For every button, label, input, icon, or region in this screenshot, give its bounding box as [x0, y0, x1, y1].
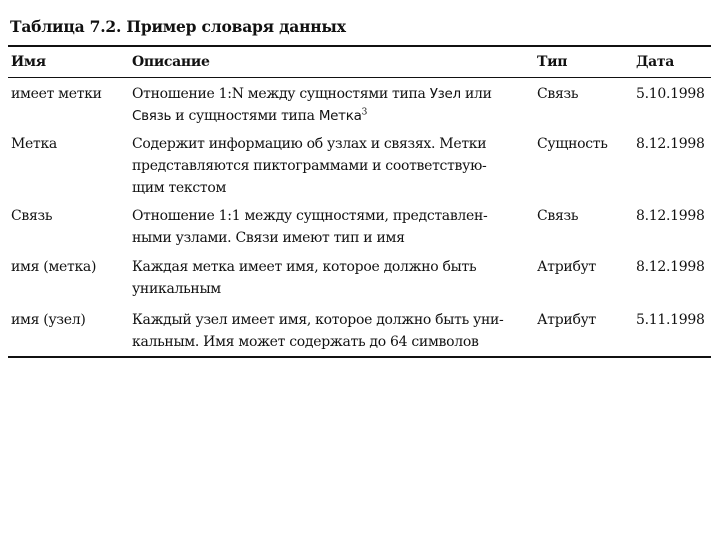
description-text: и сущностями типа [171, 108, 319, 124]
top-rule [8, 45, 711, 47]
row-name: Метка [11, 136, 57, 152]
entity-term: Метка [318, 108, 362, 124]
description-line: Содержит информацию об узлах и связях. Метки [132, 136, 487, 152]
row-name: имя (узел) [11, 312, 86, 328]
description-line: Отношение 1:1 между сущностями, представлен- [132, 208, 488, 224]
entity-term: Связь [132, 108, 172, 124]
table-caption: Таблица 7.2. Пример словаря данных [10, 17, 346, 36]
description-text: или [460, 86, 492, 102]
header-rule [8, 77, 711, 78]
header-date: Дата [636, 54, 675, 70]
description-line: уникальным [132, 281, 221, 297]
description-line: представляются пиктограммами и соответствую- [132, 158, 487, 174]
row-description [132, 133, 532, 199]
row-description [132, 309, 532, 353]
description-line: ными узлами. Связи имеют тип и имя [132, 230, 405, 246]
header-type: Тип [537, 54, 568, 70]
row-date: 8.12.1998 [636, 259, 705, 275]
row-type: Сущность [537, 136, 608, 152]
row-date: 8.12.1998 [636, 208, 705, 224]
entity-term: Узел [429, 86, 461, 102]
description-text: Отношение 1:N между сущностями типа [132, 86, 430, 102]
row-type: Атрибут [537, 312, 596, 328]
description-line: Каждый узел имеет имя, которое должно быть уни- [132, 312, 504, 328]
description-line: кальным. Имя может содержать до 64 символов [132, 334, 479, 350]
header-name: Имя [11, 54, 46, 70]
description-line: щим текстом [132, 180, 227, 196]
row-name: имя (метка) [11, 259, 97, 275]
description-line: Каждая метка имеет имя, которое должно быть [132, 259, 477, 275]
row-date: 5.10.1998 [636, 86, 705, 102]
header-description: Описание [132, 54, 210, 70]
row-date: 5.11.1998 [636, 312, 705, 328]
row-description [132, 256, 532, 300]
row-name: Связь [11, 208, 53, 224]
row-description [132, 205, 532, 249]
row-description [132, 83, 532, 127]
row-date: 8.12.1998 [636, 136, 705, 152]
footnote-marker: 3 [361, 107, 368, 118]
row-name: имеет метки [11, 86, 102, 102]
row-type: Связь [537, 208, 579, 224]
bottom-rule [8, 356, 711, 358]
row-type: Атрибут [537, 259, 596, 275]
description-line [132, 83, 532, 105]
row-type: Связь [537, 86, 579, 102]
description-line [132, 105, 532, 127]
